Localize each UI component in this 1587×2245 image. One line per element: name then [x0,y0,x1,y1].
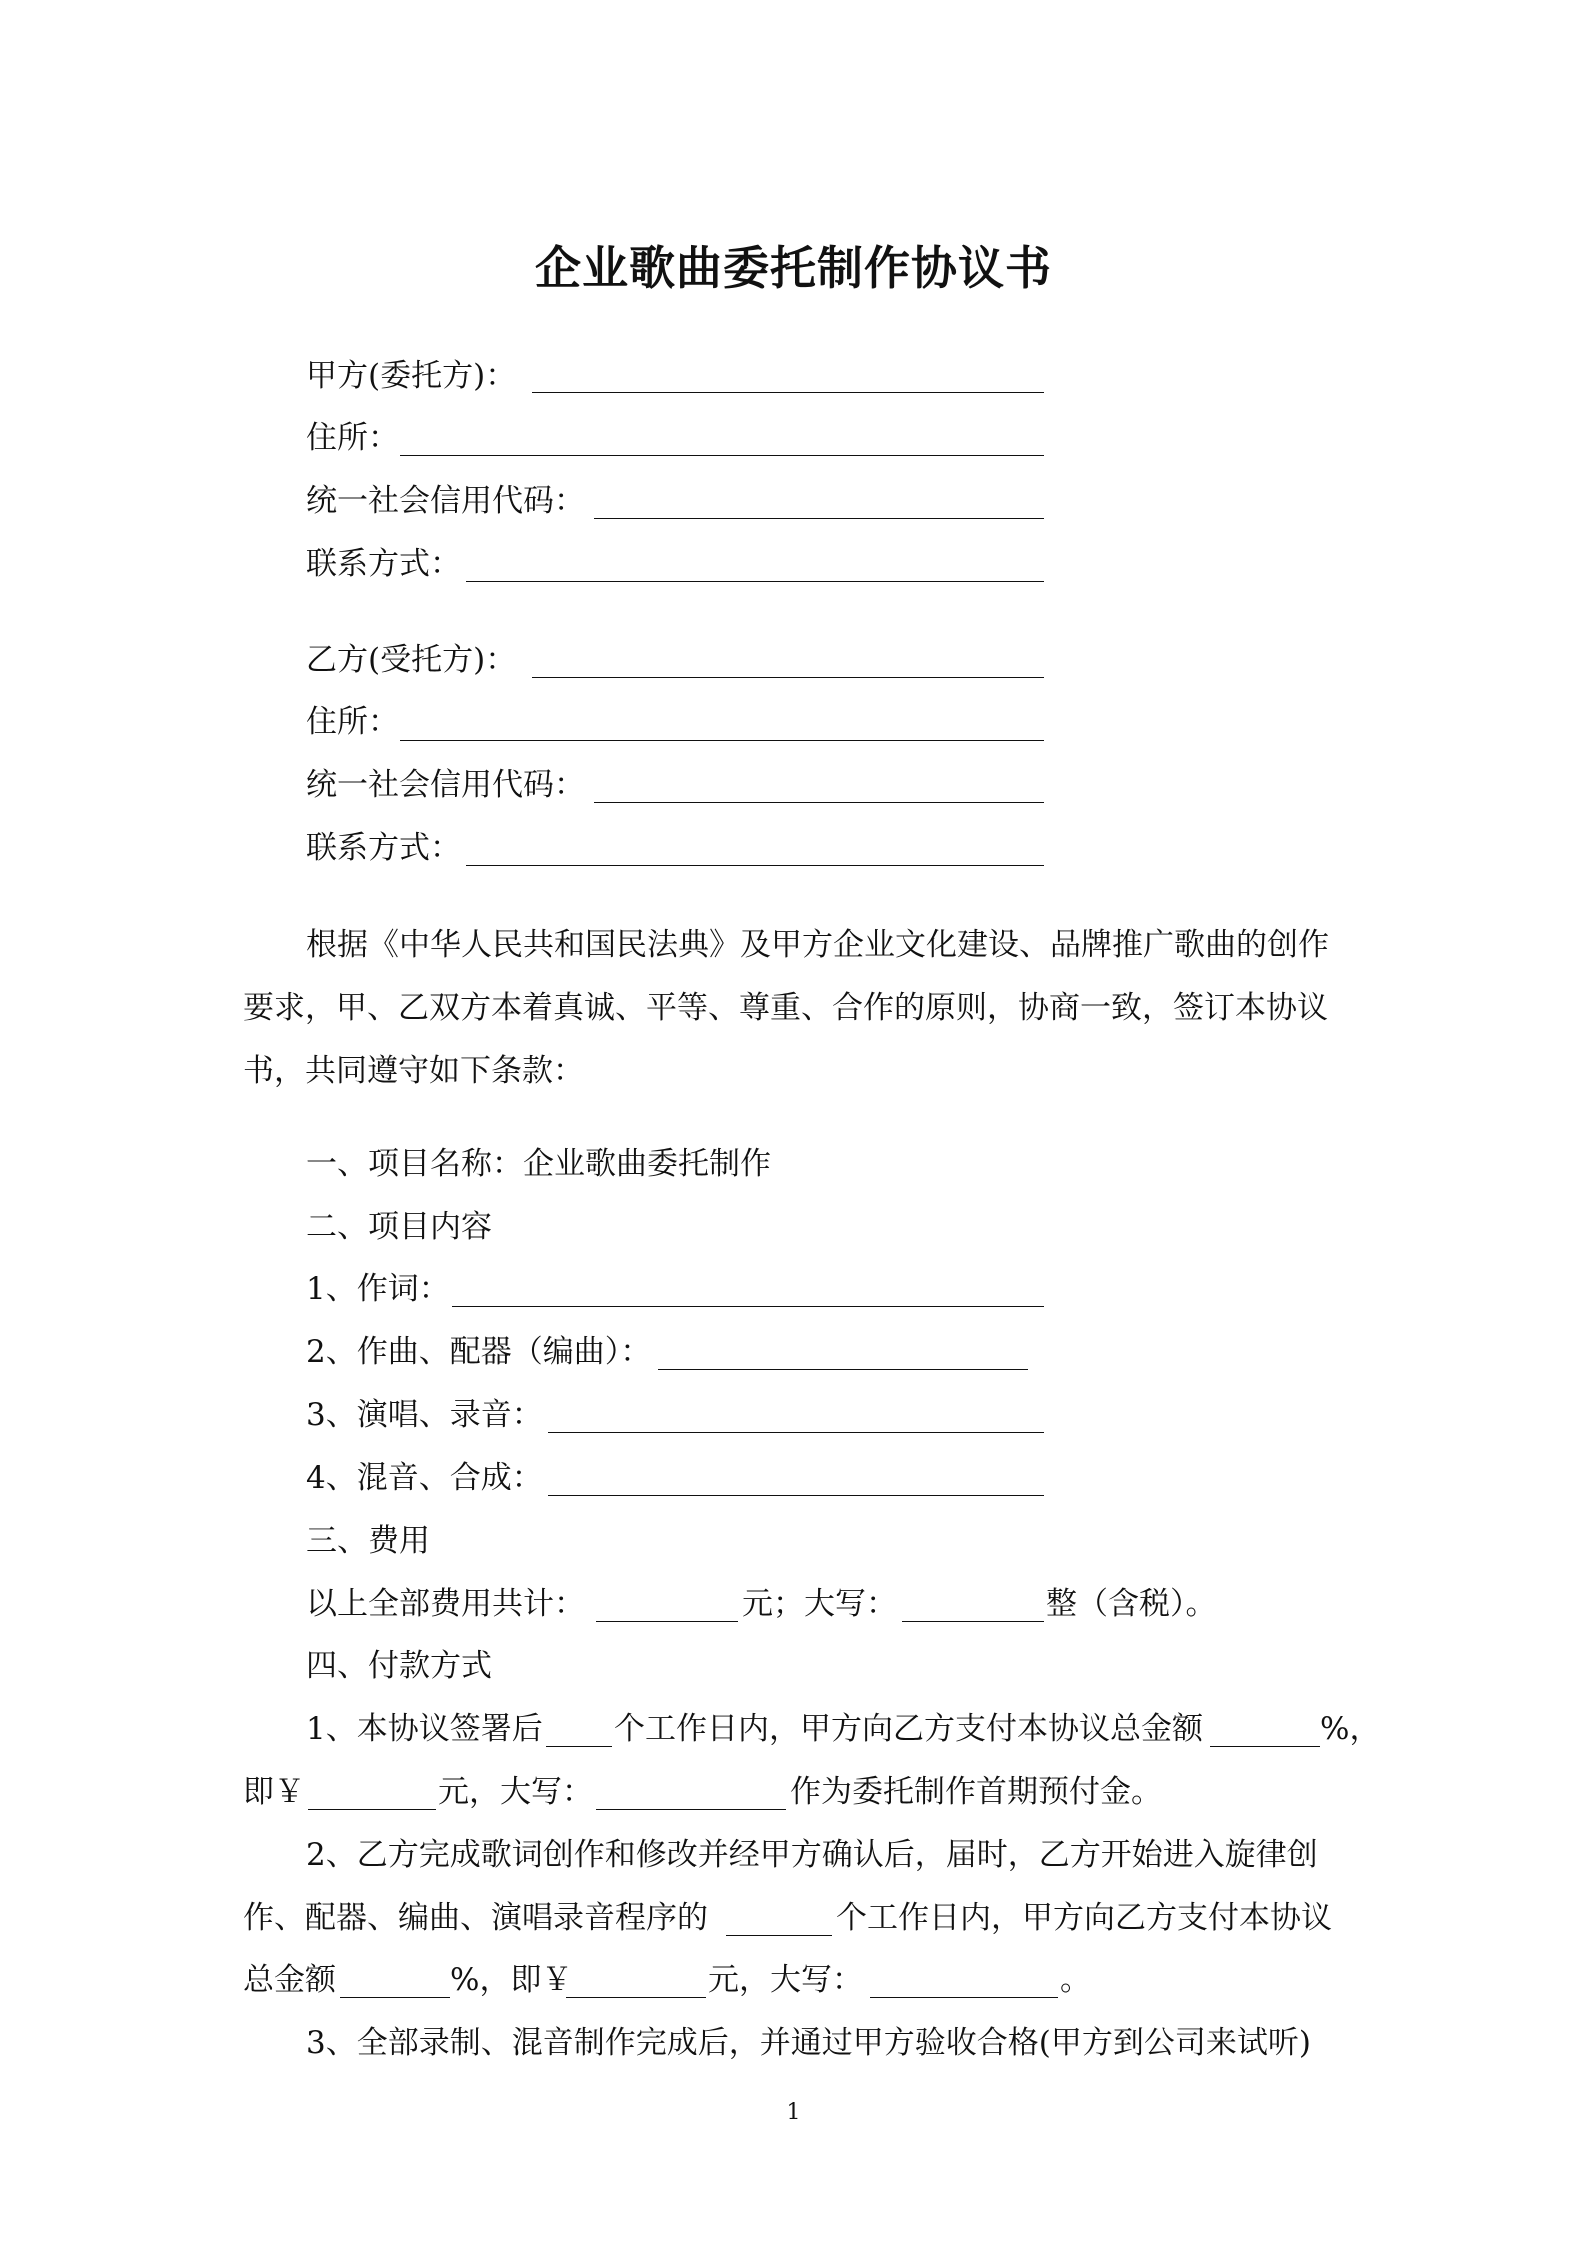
payment-2-line-1: 2、乙方完成歌词创作和修改并经甲方确认后，届时，乙方开始进入旋律创 [306,1837,1318,1873]
party-b-address-field[interactable] [400,740,1044,741]
party-a-name-label: 甲方(委托方)： [306,358,517,394]
payment-1-amount-field[interactable] [308,1809,436,1810]
party-a-address-field[interactable] [400,455,1044,456]
payment-2-rmb-prefix: %，即￥ [450,1962,573,1998]
item-mixing-field[interactable] [548,1495,1044,1496]
item-lyrics-field[interactable] [452,1306,1044,1307]
payment-2-prefix: 作、配器、编曲、演唱录音程序的 [243,1900,708,1936]
fee-amount-field[interactable] [596,1621,738,1622]
payment-1-capital-field[interactable] [596,1809,786,1810]
party-a-contact-field[interactable] [466,581,1044,582]
payment-2-percent-field[interactable] [340,1997,450,1998]
item-mixing-label: 4、混音、合成： [306,1460,543,1496]
party-a-credit-code-field[interactable] [594,518,1044,519]
item-vocal-label: 3、演唱、录音： [306,1397,543,1433]
payment-1-prefix: 1、本协议签署后 [306,1711,543,1747]
section-project-content: 二、项目内容 [306,1209,492,1245]
party-a-credit-code-label: 统一社会信用代码： [306,483,585,519]
payment-2-suffix: 。 [1060,1962,1091,1998]
payment-1-days-field[interactable] [546,1746,612,1747]
payment-2-middle: 个工作日内，甲方向乙方支付本协议 [836,1900,1332,1936]
party-b-name-label: 乙方(受托方)： [306,642,517,678]
party-b-credit-code-field[interactable] [594,802,1044,803]
item-lyrics-label: 1、作词： [306,1271,450,1307]
item-vocal-field[interactable] [548,1432,1044,1433]
payment-2-amount-field[interactable] [566,1997,706,1998]
fee-capital-field[interactable] [902,1621,1044,1622]
payment-1-rmb-prefix: 即￥ [243,1774,305,1810]
fee-yuan-label: 元；大写： [742,1586,897,1622]
payment-3-line-1: 3、全部录制、混音制作完成后，并通过甲方验收合格(甲方到公司来试听) [306,2025,1311,2061]
party-a-name-field[interactable] [532,392,1044,393]
preamble-line-1: 根据《中华人民共和国民法典》及甲方企业文化建设、品牌推广歌曲的创作 [306,927,1329,963]
item-composition-field[interactable] [658,1369,1028,1370]
party-b-contact-field[interactable] [466,865,1044,866]
payment-2-total-label: 总金额 [243,1962,336,1998]
section-fees: 三、费用 [306,1523,430,1559]
section-payment: 四、付款方式 [306,1648,492,1684]
payment-1-middle: 个工作日内，甲方向乙方支付本协议总金额 [614,1711,1203,1747]
payment-2-days-field[interactable] [726,1935,832,1936]
fee-suffix: 整（含税）。 [1046,1586,1217,1622]
party-b-credit-code-label: 统一社会信用代码： [306,767,585,803]
party-a-contact-label: 联系方式： [306,546,461,582]
section-project-name: 一、项目名称：企业歌曲委托制作 [306,1146,771,1182]
party-b-address-label: 住所： [306,704,399,740]
payment-2-capital-field[interactable] [870,1997,1058,1998]
party-b-contact-label: 联系方式： [306,830,461,866]
party-a-address-label: 住所： [306,420,399,456]
preamble-line-2: 要求，甲、乙双方本着真诚、平等、尊重、合作的原则，协商一致，签订本协议 [243,990,1328,1026]
preamble-line-3: 书，共同遵守如下条款： [243,1053,584,1089]
payment-2-capital-label: 元，大写： [708,1962,863,1998]
document-title: 企业歌曲委托制作协议书 [535,241,1052,295]
item-composition-label: 2、作曲、配器（编曲）： [306,1334,652,1370]
fee-prefix: 以上全部费用共计： [306,1586,585,1622]
page-number: 1 [786,2100,801,2125]
party-b-name-field[interactable] [532,677,1044,678]
payment-1-capital-label: 元，大写： [438,1774,593,1810]
payment-1-suffix: 作为委托制作首期预付金。 [790,1774,1162,1810]
payment-1-percent-field[interactable] [1210,1746,1320,1747]
payment-1-percent-sign: %， [1320,1711,1381,1747]
